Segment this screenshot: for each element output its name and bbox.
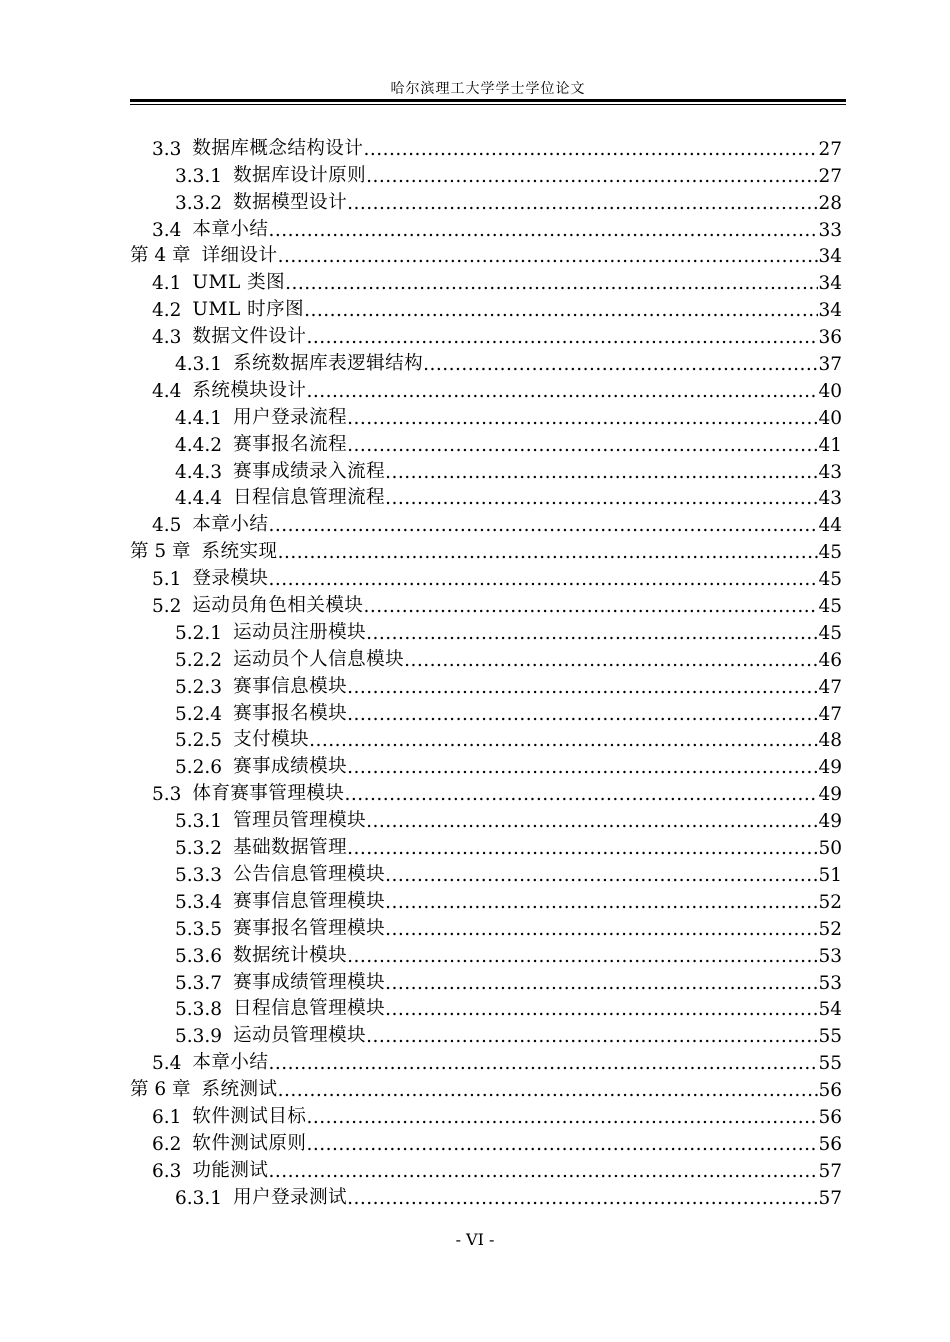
toc-entry-page: 27 [818, 138, 842, 160]
toc-entry-page: 34 [818, 246, 842, 268]
toc-entry-number: 第 4 章 [130, 245, 191, 267]
toc-dot-leader [385, 488, 818, 509]
toc-dot-leader [347, 193, 818, 214]
toc-entry[interactable] [130, 913, 842, 940]
toc-entry-page: 47 [818, 703, 842, 725]
toc-entry-title: 数据统计模块 [233, 944, 348, 966]
toc-entry-title: 数据文件设计 [192, 326, 307, 348]
toc-entry-number: 5.3.2 [175, 838, 223, 860]
toc-entry-number: 5.3.1 [175, 811, 223, 833]
toc-entry-title: 运动员管理模块 [233, 1025, 367, 1047]
toc-entry-title: 体育赛事管理模块 [192, 783, 345, 805]
toc-entry-page: 43 [818, 488, 842, 510]
toc-entry[interactable] [130, 644, 842, 671]
toc-entry-number: 4.3.1 [175, 354, 223, 376]
toc-dot-leader [268, 220, 818, 241]
toc-entry-title: 本章小结 [192, 218, 269, 240]
toc-entry-number: 4.4 [152, 380, 182, 402]
toc-entry-number: 5.2.5 [175, 730, 223, 752]
toc-entry[interactable] [130, 805, 842, 832]
toc-entry-number: 4.1 [152, 273, 182, 295]
toc-entry-page: 53 [818, 945, 842, 967]
toc-dot-leader [306, 1134, 818, 1155]
toc-entry-page: 41 [818, 434, 842, 456]
header-rule-thin [130, 104, 846, 105]
toc-entry-page: 27 [818, 165, 842, 187]
toc-entry-number: 3.3.1 [175, 165, 223, 187]
toc-entry-page: 47 [818, 676, 842, 698]
toc-entry-title: 基础数据管理 [233, 837, 348, 859]
toc-entry-page: 34 [818, 273, 842, 295]
toc-entry-title: 赛事报名模块 [233, 702, 348, 724]
toc-entry-title: 运动员注册模块 [233, 621, 367, 643]
toc-entry-title: 数据模型设计 [233, 191, 348, 213]
toc-dot-leader [347, 838, 818, 859]
toc-entry-title: 赛事信息模块 [233, 675, 348, 697]
toc-dot-leader [347, 408, 818, 429]
toc-entry-number: 4.4.3 [175, 461, 223, 483]
toc-entry[interactable] [130, 563, 842, 590]
toc-entry-title: 本章小结 [192, 1052, 269, 1074]
toc-entry-page: 43 [818, 461, 842, 483]
toc-entry-number: 3.4 [152, 219, 182, 241]
toc-entry-page: 33 [818, 219, 842, 241]
toc-entry-number: 第 5 章 [130, 541, 191, 563]
toc-entry[interactable] [130, 1128, 842, 1155]
toc-entry[interactable] [130, 778, 842, 805]
toc-entry-title: 软件测试原则 [192, 1132, 307, 1154]
toc-dot-leader [347, 677, 818, 698]
toc-entry-number: 5.3 [152, 784, 182, 806]
toc-entry-page: 57 [818, 1187, 842, 1209]
toc-entry-title: 软件测试目标 [192, 1105, 307, 1127]
toc-entry-number: 5.3.4 [175, 891, 223, 913]
toc-entry-page: 52 [818, 891, 842, 913]
toc-entry-title: 赛事成绩录入流程 [233, 460, 386, 482]
toc-entry-page: 44 [818, 515, 842, 537]
toc-entry-number: 5.4 [152, 1053, 182, 1075]
toc-entry-title: 管理员管理模块 [233, 810, 367, 832]
toc-dot-leader [344, 784, 818, 805]
toc-entry-number: 4.4.2 [175, 434, 223, 456]
toc-entry[interactable] [130, 348, 842, 375]
toc-entry-title: 登录模块 [192, 568, 269, 590]
toc-dot-leader [306, 327, 818, 348]
toc-entry-page: 52 [818, 918, 842, 940]
toc-entry-title: 公告信息管理模块 [233, 863, 386, 885]
toc-entry-page: 54 [818, 999, 842, 1021]
toc-entry-page: 34 [818, 300, 842, 322]
toc-dot-leader [306, 381, 818, 402]
toc-entry-title: UML 类图 [192, 272, 286, 294]
toc-entry-page: 55 [818, 1026, 842, 1048]
toc-entry-title: 日程信息管理模块 [233, 998, 386, 1020]
toc-entry[interactable] [130, 429, 842, 456]
toc-entry-number: 4.5 [152, 515, 182, 537]
toc-dot-leader [385, 892, 818, 913]
toc-entry[interactable] [130, 994, 842, 1021]
toc-entry[interactable] [130, 1047, 842, 1074]
toc-dot-leader [347, 435, 818, 456]
toc-dot-leader [285, 273, 818, 294]
toc-entry[interactable] [130, 698, 842, 725]
toc-entry[interactable] [130, 160, 842, 187]
toc-entry-page: 56 [818, 1080, 842, 1102]
toc-entry-number: 第 6 章 [130, 1079, 191, 1101]
toc-entry-number: 4.4.1 [175, 407, 223, 429]
toc-entry[interactable] [130, 671, 842, 698]
toc-entry[interactable] [130, 402, 842, 429]
toc-entry-number: 5.3.5 [175, 918, 223, 940]
toc-entry-number: 5.1 [152, 569, 182, 591]
toc-entry-number: 3.3 [152, 138, 182, 160]
toc-entry-number: 5.3.9 [175, 1026, 223, 1048]
toc-entry[interactable] [130, 940, 842, 967]
toc-entry-page: 53 [818, 972, 842, 994]
toc-dot-leader [366, 811, 818, 832]
toc-entry-title: 赛事成绩管理模块 [233, 971, 386, 993]
toc-entry[interactable] [130, 1020, 842, 1047]
toc-entry-title: 数据库概念结构设计 [192, 137, 364, 159]
toc-entry-page: 45 [818, 622, 842, 644]
toc-entry-page: 56 [818, 1133, 842, 1155]
toc-entry-page: 40 [818, 407, 842, 429]
toc-entry-title: 赛事成绩模块 [233, 756, 348, 778]
toc-entry-page: 45 [818, 596, 842, 618]
toc-entry-title: 用户登录测试 [233, 1186, 348, 1208]
toc-entry[interactable] [130, 590, 842, 617]
toc-entry-title: 系统数据库表逻辑结构 [233, 353, 424, 375]
toc-entry[interactable] [130, 751, 842, 778]
toc-entry-title: 运动员角色相关模块 [192, 595, 364, 617]
toc-entry-number: 5.3.3 [175, 864, 223, 886]
toc-entry[interactable] [130, 456, 842, 483]
toc-dot-leader [385, 999, 818, 1020]
toc-entry[interactable] [130, 267, 842, 294]
toc-entry-page: 37 [818, 354, 842, 376]
toc-entry-title: 数据库设计原则 [233, 164, 367, 186]
toc-entry[interactable] [130, 1155, 842, 1182]
toc-entry-page: 45 [818, 569, 842, 591]
toc-dot-leader [347, 704, 818, 725]
toc-entry-page: 49 [818, 784, 842, 806]
toc-entry[interactable] [130, 375, 842, 402]
toc-entry[interactable] [130, 214, 842, 241]
toc-entry-page: 49 [818, 811, 842, 833]
toc-entry[interactable] [130, 509, 842, 536]
toc-entry[interactable] [130, 294, 842, 321]
toc-entry-title: 赛事报名流程 [233, 433, 348, 455]
toc-entry-page: 56 [818, 1106, 842, 1128]
toc-entry-page: 51 [818, 864, 842, 886]
toc-entry-number: 6.1 [152, 1106, 182, 1128]
toc-entry-title: 用户登录流程 [233, 406, 348, 428]
toc-entry[interactable] [130, 886, 842, 913]
toc-dot-leader [363, 139, 818, 160]
toc-entry-number: 6.3.1 [175, 1187, 223, 1209]
toc-dot-leader [385, 973, 818, 994]
toc-entry-number: 3.3.2 [175, 192, 223, 214]
toc-dot-leader [304, 300, 818, 321]
toc-entry-title: 赛事信息管理模块 [233, 890, 386, 912]
toc-entry[interactable] [130, 187, 842, 214]
header-rule-thick [130, 99, 846, 102]
toc-entry-number: 6.2 [152, 1133, 182, 1155]
toc-dot-leader [347, 757, 818, 778]
toc-entry-number: 5.2 [152, 596, 182, 618]
toc-dot-leader [385, 462, 818, 483]
toc-entry[interactable] [130, 1074, 842, 1101]
toc-dot-leader [268, 1053, 818, 1074]
running-header: 哈尔滨理工大学学士学位论文 [390, 81, 586, 97]
toc-dot-leader [278, 246, 819, 267]
toc-dot-leader [385, 919, 818, 940]
toc-dot-leader [309, 730, 818, 751]
toc-dot-leader [347, 946, 818, 967]
toc-dot-leader [404, 650, 818, 671]
toc-entry-title: 系统测试 [201, 1079, 278, 1101]
toc-entry[interactable] [130, 617, 842, 644]
page-number-footer: - VI - [455, 1230, 495, 1249]
toc-entry-number: 5.2.3 [175, 676, 223, 698]
toc-entry-number: 5.2.6 [175, 757, 223, 779]
toc-entry[interactable] [130, 832, 842, 859]
toc-entry-title: 日程信息管理流程 [233, 487, 386, 509]
toc-dot-leader [366, 623, 818, 644]
toc-entry-number: 4.3 [152, 327, 182, 349]
toc-entry[interactable] [130, 321, 842, 348]
toc-entry-title: UML 时序图 [192, 299, 305, 321]
toc-entry-number: 5.3.7 [175, 972, 223, 994]
toc-entry-page: 48 [818, 730, 842, 752]
toc-entry-number: 4.4.4 [175, 488, 223, 510]
toc-entry-page: 28 [818, 192, 842, 214]
toc-entry[interactable] [130, 536, 842, 563]
toc-entry-title: 系统模块设计 [192, 379, 307, 401]
toc-entry-number: 5.3.6 [175, 945, 223, 967]
toc-dot-leader [268, 515, 818, 536]
toc-entry-page: 36 [818, 327, 842, 349]
toc-entry[interactable] [130, 859, 842, 886]
toc-entry[interactable] [130, 725, 842, 752]
toc-entry-number: 5.2.2 [175, 649, 223, 671]
toc-dot-leader [423, 354, 818, 375]
toc-entry-title: 详细设计 [201, 245, 278, 267]
toc-entry[interactable] [130, 967, 842, 994]
table-of-contents [130, 133, 842, 1209]
toc-dot-leader [278, 1080, 819, 1101]
toc-entry-number: 5.3.8 [175, 999, 223, 1021]
toc-entry[interactable] [130, 483, 842, 510]
toc-entry-title: 赛事报名管理模块 [233, 917, 386, 939]
toc-entry-title: 系统实现 [201, 541, 278, 563]
toc-dot-leader [278, 542, 819, 563]
toc-dot-leader [366, 1026, 818, 1047]
toc-entry-page: 50 [818, 838, 842, 860]
toc-entry-number: 4.2 [152, 300, 182, 322]
toc-entry-page: 49 [818, 757, 842, 779]
toc-entry-title: 支付模块 [233, 729, 310, 751]
toc-entry-title: 本章小结 [192, 514, 269, 536]
toc-dot-leader [306, 1107, 818, 1128]
toc-entry-number: 6.3 [152, 1160, 182, 1182]
toc-entry-title: 功能测试 [192, 1159, 269, 1181]
toc-dot-leader [347, 1188, 818, 1209]
toc-entry[interactable] [130, 133, 842, 160]
toc-dot-leader [268, 1161, 818, 1182]
toc-dot-leader [268, 569, 818, 590]
toc-entry[interactable] [130, 241, 842, 268]
toc-entry-page: 40 [818, 380, 842, 402]
toc-entry[interactable] [130, 1182, 842, 1209]
toc-entry-number: 5.2.4 [175, 703, 223, 725]
toc-entry-title: 运动员个人信息模块 [233, 648, 405, 670]
toc-entry-page: 57 [818, 1160, 842, 1182]
toc-entry-page: 55 [818, 1053, 842, 1075]
toc-dot-leader [366, 166, 818, 187]
toc-entry-number: 5.2.1 [175, 622, 223, 644]
toc-dot-leader [385, 865, 818, 886]
toc-entry-page: 46 [818, 649, 842, 671]
toc-entry[interactable] [130, 1101, 842, 1128]
toc-entry-page: 45 [818, 542, 842, 564]
toc-dot-leader [363, 596, 818, 617]
